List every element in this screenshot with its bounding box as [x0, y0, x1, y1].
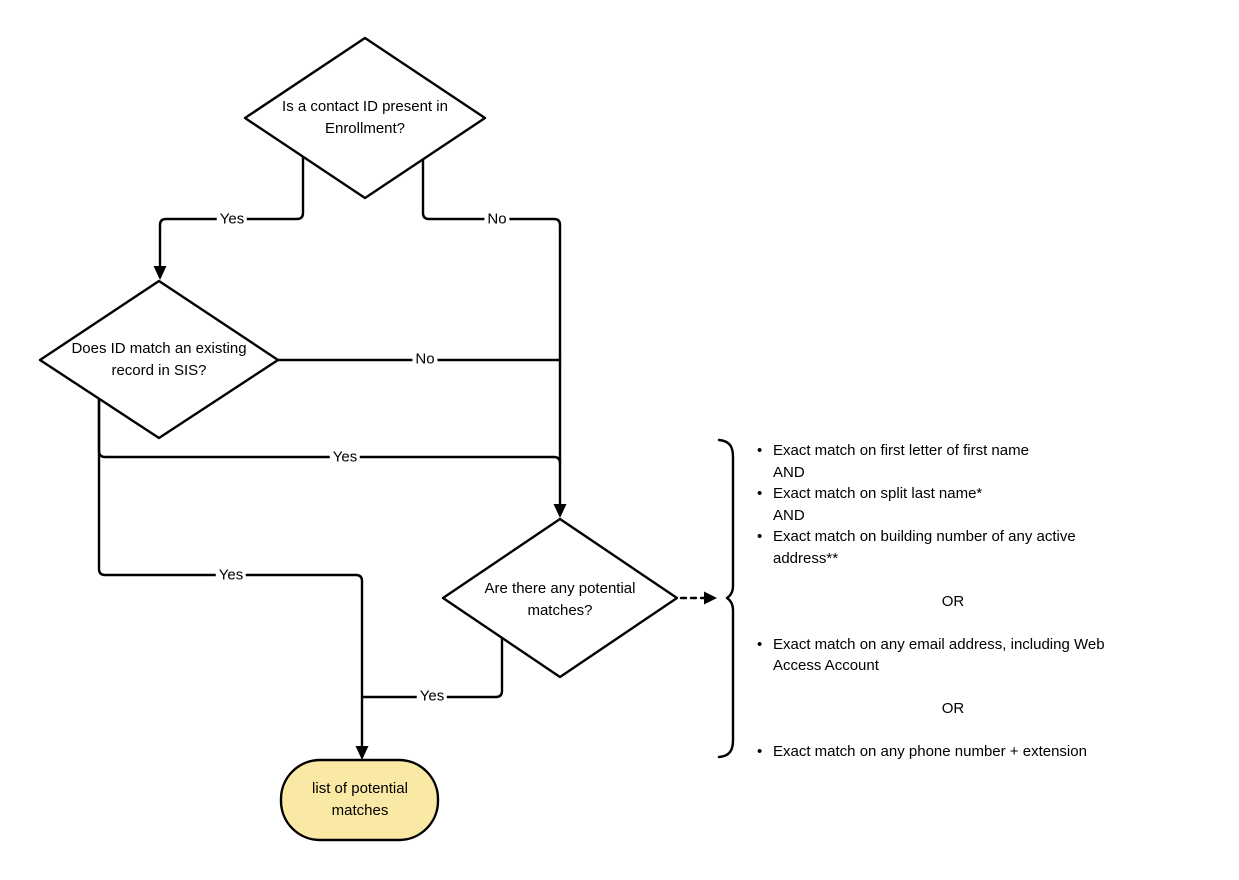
terminal-list-label-line1: list of potential [312, 780, 408, 797]
decision-id-match-label-line2: record in SIS? [111, 361, 207, 379]
bullet-indent [757, 505, 773, 527]
criteria-or-separator [757, 698, 1149, 720]
criteria-brace [719, 440, 733, 757]
bullet-dot [757, 483, 773, 505]
criteria-text: OR [941, 700, 965, 717]
bullet-dot [757, 440, 773, 462]
decision-potential-matches-label-line1: Are there any potential [484, 580, 636, 597]
bullet-dot [757, 526, 773, 548]
decision-id-match-label-line1: Does ID match an existing [71, 340, 247, 357]
criteria-text: OR [941, 592, 965, 610]
bullet-indent [757, 548, 773, 570]
criteria-item [757, 634, 1159, 656]
criteria-item [757, 440, 1159, 462]
decision-id-match-label [19, 338, 299, 381]
criteria-text: Exact match on first letter of first name [773, 442, 1029, 459]
criteria-or-separator [757, 591, 1149, 613]
edge-label-contact-id-no: No [484, 211, 509, 228]
decision-potential-matches-label-line2: matches? [527, 601, 593, 619]
criteria-text: Exact match on any email address, including Web [773, 635, 1105, 653]
edge-label-id-match-yes-upper: Yes [330, 449, 360, 466]
criteria-item [757, 526, 1159, 548]
criteria-item [757, 741, 1159, 763]
criteria-item [757, 462, 1159, 484]
edge-label-contact-id-yes: Yes [217, 211, 247, 228]
arrowhead-dashed [704, 592, 717, 605]
bullet-indent [757, 462, 773, 484]
decision-potential-matches-label [430, 578, 690, 621]
criteria-text: Exact match on split last name* [773, 485, 983, 502]
edge-label-potential-matches-yes: Yes [417, 688, 447, 705]
criteria-text: AND [773, 506, 805, 524]
match-criteria-list [757, 440, 1159, 763]
criteria-text: address** [773, 549, 839, 567]
bullet-indent [757, 655, 773, 677]
bullet-dot [757, 634, 773, 656]
criteria-text: Exact match on any phone number + extension [773, 743, 1087, 760]
criteria-text: Exact match on building number of any active [773, 528, 1076, 545]
terminal-list-label [260, 778, 460, 821]
criteria-item [757, 505, 1159, 527]
arrowhead-into-terminal [356, 746, 369, 760]
terminal-list-label-line2: matches [331, 801, 389, 819]
criteria-item [757, 655, 1159, 677]
decision-contact-id-label-line2: Enrollment? [324, 119, 406, 137]
criteria-text: Access Account [773, 657, 879, 674]
decision-contact-id-label [235, 96, 495, 139]
bullet-dot [757, 741, 773, 763]
edge-label-id-match-no: No [412, 351, 437, 368]
arrowhead-into-id-match [154, 266, 167, 280]
criteria-item [757, 548, 1159, 570]
criteria-item [757, 483, 1159, 505]
decision-contact-id-label-line1: Is a contact ID present in [282, 98, 448, 115]
arrowhead-into-potential-matches [554, 504, 567, 518]
criteria-text: AND [773, 463, 805, 481]
edge-label-id-match-yes-lower: Yes [216, 567, 246, 584]
